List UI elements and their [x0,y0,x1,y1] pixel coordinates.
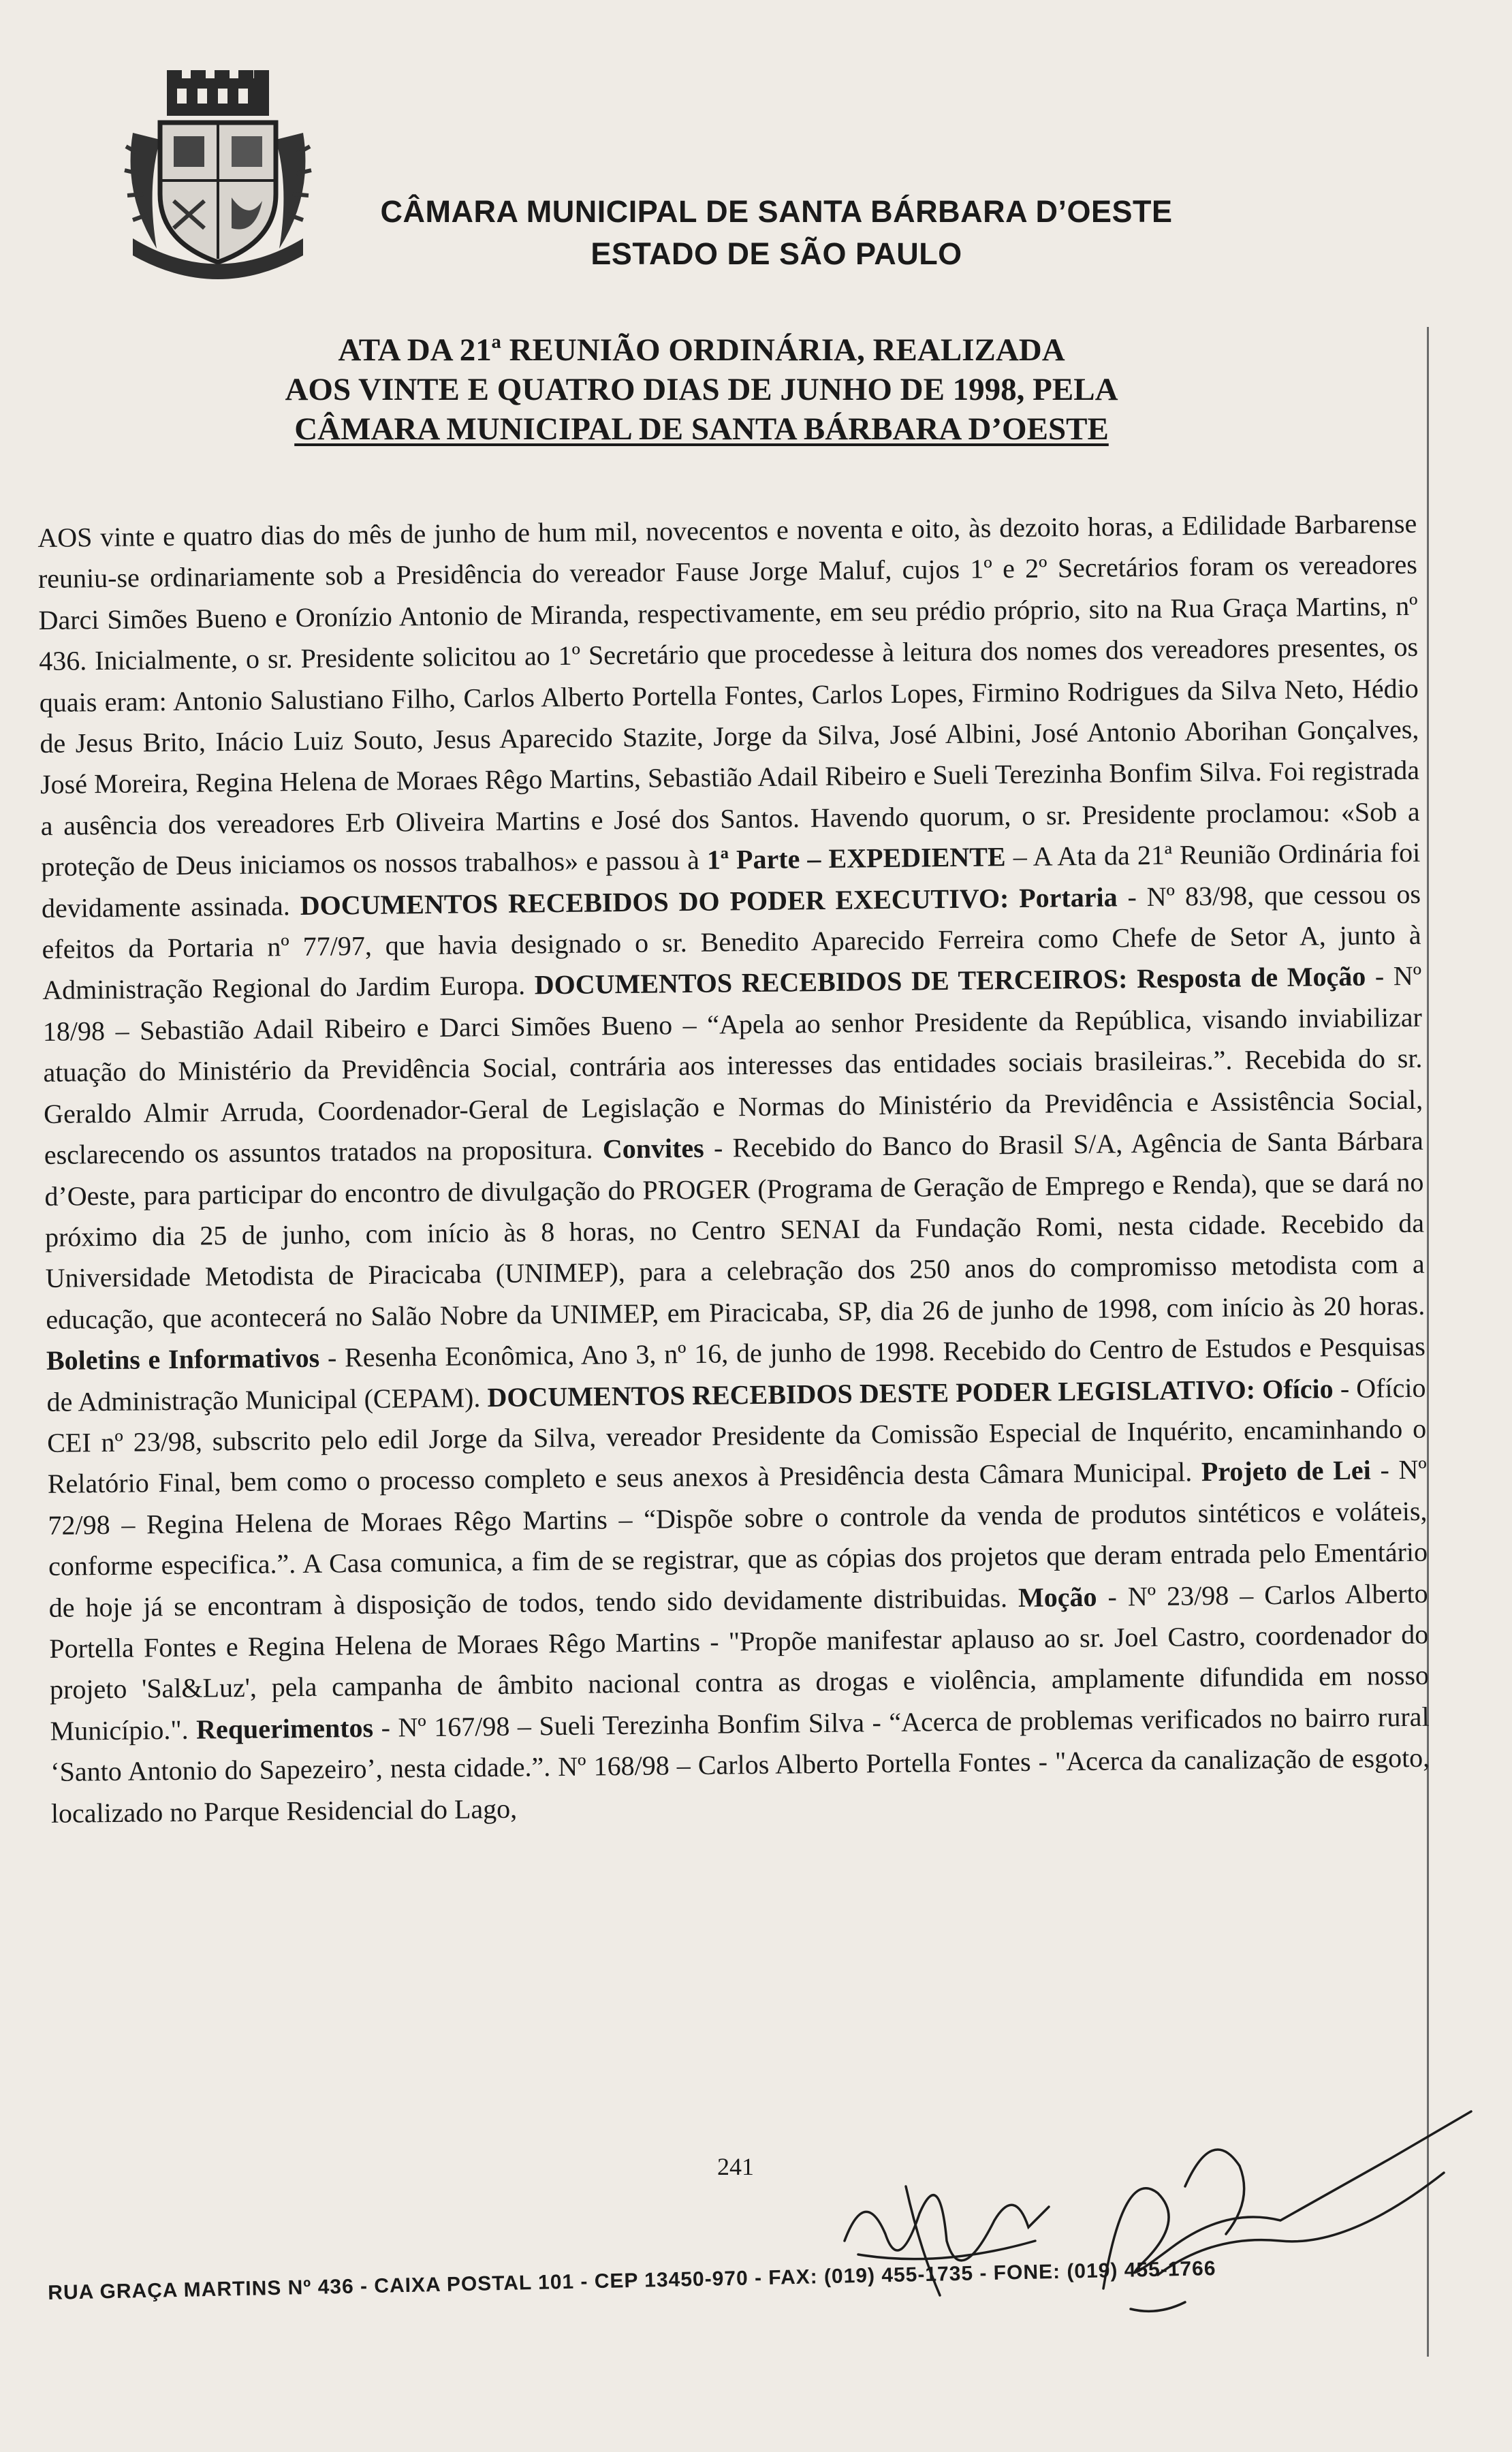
body-text-resposta: - Nº 18/98 – Sebastião Adail Ribeiro e Darci Simões Bueno – “Apela ao senhor Presidente da República, visando inviabilizar atuação do Ministério da Previdência Social, contrária aos interesses das entidades sociais brasileiras.”. Recebida do sr. Geraldo Almir Arruda, Coordenador-Geral de Legislação e Normas do Ministério da Previdência e Assistência Social, esclarecendo os assuntos tratados na propositura. [42,960,1423,1171]
heading-mocao: Moção [1018,1581,1097,1613]
body-text-requerimentos: - Nº 167/98 – Sueli Terezinha Bonfim Silva - “Acerca de problemas verificados no bairro rural ‘Santo Antonio do Sapezeiro’, nesta cidade.”. Nº 168/98 – Carlos Alberto Portella Fontes - "Acerca da canalização de esgoto, localizado no Parque Residencial do Lago, [50,1701,1430,1829]
heading-legislativo: DOCUMENTOS RECEBIDOS DESTE PODER LEGISLATIVO: Ofício [487,1372,1334,1413]
heading-terceiros: DOCUMENTOS RECEBIDOS DE TERCEIROS: Resposta de Moção [534,961,1366,1001]
body-paragraph [37,503,1430,1834]
body-text-ata: – A Ata da 21ª Reunião Ordinária foi devidamente assinada. [41,837,1421,924]
minutes-body [37,503,1430,1834]
right-margin-rule [1427,327,1429,2357]
title-line-2: AOS VINTE E QUATRO DIAS DE JUNHO DE 1998, PELA [285,372,1118,407]
letterhead-state: ESTADO DE SÃO PAULO [590,236,962,271]
heading-requerimentos: Requerimentos [195,1712,374,1745]
heading-boletins: Boletins e Informativos [46,1342,320,1377]
page-number: 241 [717,2153,754,2180]
body-text-projeto: - Nº 72/98 – Regina Helena de Moraes Rêgo Martins – “Dispõe sobre o controle da venda de produtos sintéticos e voláteis, conforme especifica.”. A Casa comunica, a fim de se registrar, que as cópias dos projetos que deram entrada pelo Ementário de hoje já se encontram à disposição de todos, tendo sido devidamente distribuidas. [48,1454,1428,1623]
body-text-opening: AOS vinte e quatro dias do mês de junho de hum mil, novecentos e noventa e oito, às dezoito horas, a Edilidade Barbarense reuniu-se ordinariamente sob a Presidência do vereador Fause Jorge Maluf, cujos 1º e 2º Secretários foram os vereadores Darci Simões Bueno e Oronízio Antonio de Miranda, respectivamente, em seu prédio próprio, sito na Rua Graça Martins, nº 436. Inicialmente, o sr. Presidente solicitou ao 1º Secretário que procedesse à leitura dos nomes dos vereadores presentes, os quais eram: Antonio Salustiano Filho, Carlos Alberto Portella Fontes, Carlos Lopes, Firmino Rodrigues da Silva Neto, Hédio de Jesus Brito, Inácio Luiz Souto, Jesus Aparecido Stazite, Jorge da Silva, José Albini, José Antonio Aborihan Gonçalves, José Moreira, Regina Helena de Moraes Rêgo Martins, Sebastião Adail Ribeiro e Sueli Terezinha Bonfim Silva. Foi registrada a ausência dos vereadores Erb Oliveira Martins e José dos Santos. Havendo quorum, o sr. Presidente proclamou: «Sob a proteção de Deus iniciamos os nossos trabalhos» e passou à [37,507,1420,883]
letterhead-institution: CÂMARA MUNICIPAL DE SANTA BÁRBARA D’OESTE [380,194,1173,229]
signature-icon [804,2084,1485,2343]
heading-executivo: DOCUMENTOS RECEBIDOS DO PODER EXECUTIVO: Portaria [300,881,1118,921]
body-text-convites: - Recebido do Banco do Brasil S/A, Agência de Santa Bárbara d’Oeste, para participar do encontro de divulgação do PROGER (Programa de Geração de Emprego e Renda), que se dará no próximo dia 25 de junho, com início às 8 horas, no Centro SENAI da Fundação Romi, nesta cidade. Recebido da Universidade Metodista de Piracicaba (UNIMEP), para a celebração dos 250 anos do compromisso metodista com a educação, que acontecerá no Salão Nobre da UNIMEP, em Piracicaba, SP, dia 26 de junho de 1998, com início às 20 horas. [44,1125,1426,1335]
letterhead [272,191,1280,275]
heading-projeto-de-lei: Projeto de Lei [1201,1454,1371,1488]
body-text-portaria: - Nº 83/98, que cessou os efeitos da Portaria nº 77/97, que havia designado o sr. Benedito Aparecido Ferreira como Chefe de Setor A, junto à Administração Regional do Jardim Europa. [42,878,1421,1006]
heading-convites: Convites [602,1132,704,1165]
body-text-boletins: - Resenha Econômica, Ano 3, nº 16, de junho de 1998. Recebido do Centro de Estudos e Pesquisas de Administração Municipal (CEPAM). [46,1330,1426,1417]
title-line-1: ATA DA 21ª REUNIÃO ORDINÁRIA, REALIZADA [338,332,1065,368]
body-text-oficio: - Ofício CEI nº 23/98, subscrito pelo edil Jorge da Silva, vereador Presidente da Comissão Especial de Inquérito, encaminhando o Relatório Final, bem como o processo completo e seus anexos à Presidência desta Câmara Municipal. [46,1372,1427,1500]
footer-address: RUA GRAÇA MARTINS Nº 436 - CAIXA POSTAL 101 - CEP 13450-970 - FAX: (019) 455-1735 - FONE: (019) 455-1766 [48,2257,1216,2304]
body-text-mocao: - Nº 23/98 – Carlos Alberto Portella Fontes e Regina Helena de Moraes Rêgo Martins - "Propõe manifestar aplauso ao sr. Joel Castro, coordenador do projeto 'Sal&Luz', pela campanha de âmbito nacional contra as drogas e violência, amplamente difundida em nosso Município.". [49,1577,1430,1746]
heading-expediente: 1ª Parte – EXPEDIENTE [706,841,1006,875]
title-line-3: CÂMARA MUNICIPAL DE SANTA BÁRBARA D’OESTE [294,411,1109,447]
minutes-title [218,330,1185,449]
